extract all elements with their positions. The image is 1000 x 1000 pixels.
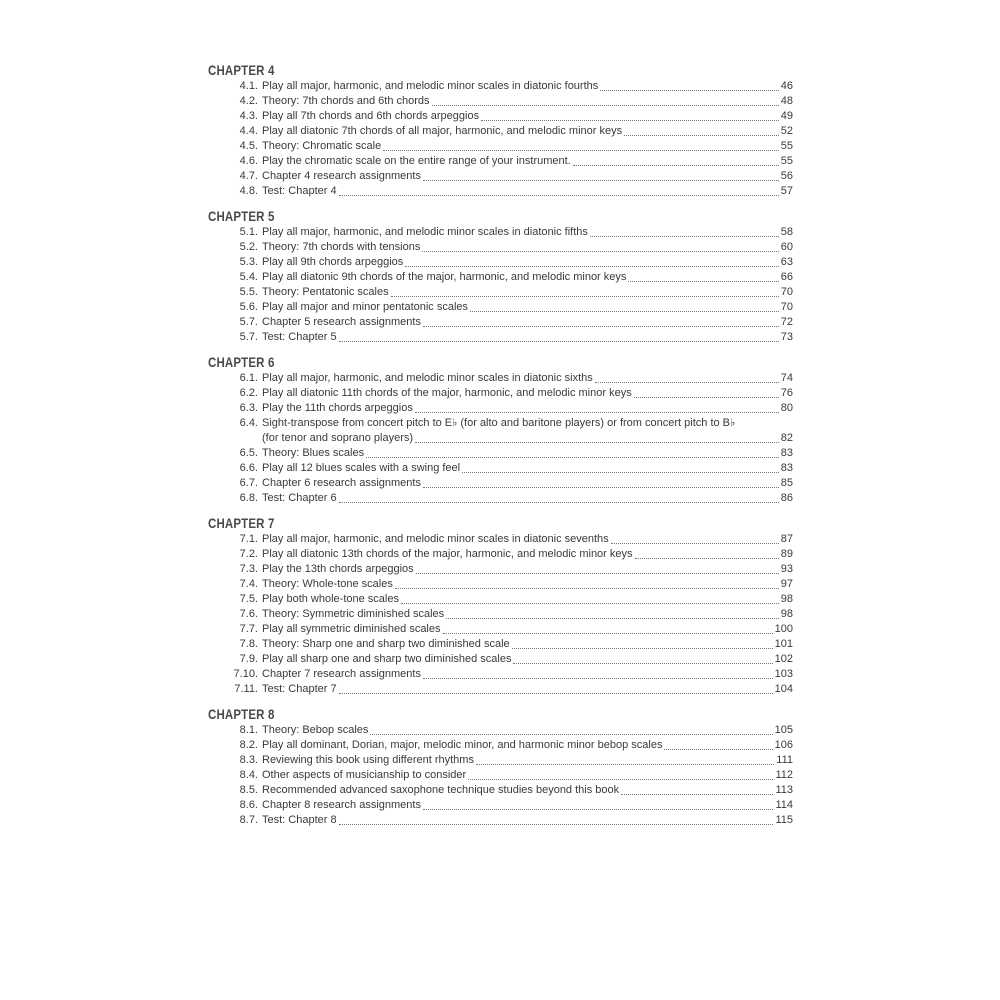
toc-entry[interactable]: [208, 798, 793, 813]
page-number: 55: [780, 155, 793, 167]
entry-title: Play all dominant, Dorian, major, melodic minor, and harmonic minor bebop scales: [262, 739, 663, 751]
page-number: 105: [774, 724, 793, 736]
entry-number: 8.6.: [239, 799, 258, 811]
page-number: 106: [774, 739, 793, 751]
toc-entry[interactable]: [208, 667, 793, 682]
page-number: 98: [780, 593, 793, 605]
dot-leader: [446, 617, 779, 619]
dot-leader: [628, 280, 778, 282]
toc-entry[interactable]: [208, 139, 793, 154]
entry-number: 6.4.: [239, 417, 258, 429]
chapter-section: [208, 354, 793, 506]
toc-entry[interactable]: [208, 255, 793, 270]
page-number: 55: [780, 140, 793, 152]
dot-leader: [416, 572, 779, 574]
dot-leader: [401, 602, 779, 604]
chapter-heading: CHAPTER 6: [208, 354, 275, 370]
entry-number: 4.7.: [239, 170, 258, 182]
page-number: 48: [780, 95, 793, 107]
entry-title: Play the chromatic scale on the entire range of your instrument.: [262, 155, 571, 167]
entry-number: 6.5.: [239, 447, 258, 459]
entry-title: Play the 13th chords arpeggios: [262, 563, 414, 575]
toc-entry[interactable]: [208, 446, 793, 461]
toc-entry[interactable]: [208, 154, 793, 169]
page-number: 102: [774, 653, 793, 665]
entry-number: 7.5.: [239, 593, 258, 605]
entry-number: 6.1.: [239, 372, 258, 384]
entry-title: Chapter 5 research assignments: [262, 316, 421, 328]
dot-leader: [443, 632, 773, 634]
toc-entry[interactable]: [208, 562, 793, 577]
toc-entry[interactable]: [208, 532, 793, 547]
dot-leader: [611, 542, 779, 544]
toc-entry[interactable]: [208, 637, 793, 652]
toc-entry[interactable]: [208, 607, 793, 622]
dot-leader: [432, 104, 779, 106]
entry-title: Sight-transpose from concert pitch to E♭ (for alto and baritone players) or from concert pitch to B♭: [262, 417, 736, 429]
chapter-heading: CHAPTER 8: [208, 706, 275, 722]
page-number: 114: [775, 799, 793, 811]
toc-entry[interactable]: [208, 109, 793, 124]
entry-title: Play all symmetric diminished scales: [262, 623, 441, 635]
page-number: 57: [780, 185, 793, 197]
page-number: 101: [774, 638, 793, 650]
entry-number: 4.5.: [239, 140, 258, 152]
dot-leader: [383, 149, 779, 151]
toc-entry[interactable]: [208, 285, 793, 300]
page-number: 63: [780, 256, 793, 268]
dot-leader: [512, 647, 773, 649]
toc-entry[interactable]: [208, 225, 793, 240]
entry-number: 6.2.: [239, 387, 258, 399]
entry-number: 4.3.: [239, 110, 258, 122]
page-number: 82: [780, 432, 793, 444]
dot-leader: [481, 119, 779, 121]
page-number: 60: [780, 241, 793, 253]
entry-title: Play all major and minor pentatonic scales: [262, 301, 469, 313]
entry-title: Other aspects of musicianship to consider: [262, 769, 467, 781]
entry-number: 4.2.: [239, 95, 258, 107]
page-number: 73: [780, 331, 793, 343]
toc-entry[interactable]: [208, 783, 793, 798]
toc-entry[interactable]: [208, 300, 793, 315]
toc-entry[interactable]: [208, 270, 793, 285]
page-number: 74: [780, 372, 793, 384]
dot-leader: [513, 662, 772, 664]
entry-title: Play all diatonic 9th chords of the major, harmonic, and melodic minor keys: [262, 271, 627, 283]
page-number: 85: [780, 477, 793, 489]
dot-leader: [573, 164, 779, 166]
page-number: 52: [780, 125, 793, 137]
dot-leader: [635, 557, 779, 559]
entry-number: 5.4.: [239, 271, 258, 283]
entry-number: 5.6.: [239, 301, 258, 313]
toc-entry[interactable]: [208, 94, 793, 109]
dot-leader: [462, 471, 779, 473]
page-number: 70: [780, 286, 793, 298]
page-number: 66: [780, 271, 793, 283]
page-number: 93: [780, 563, 793, 575]
toc-entry[interactable]: [208, 79, 793, 94]
entry-title: Play all 9th chords arpeggios: [262, 256, 404, 268]
chapter-section: [208, 208, 793, 345]
page-number: 112: [775, 769, 793, 781]
entry-number: 6.8.: [239, 492, 258, 504]
dot-leader: [423, 486, 779, 488]
entry-title: Play all major, harmonic, and melodic minor scales in diatonic sixths: [262, 372, 593, 384]
entry-number: 8.1.: [239, 724, 258, 736]
entry-title: Test: Chapter 7: [262, 683, 337, 695]
entry-title: Test: Chapter 5: [262, 331, 337, 343]
page-number: 115: [775, 814, 793, 826]
entry-title: Theory: 7th chords with tensions: [262, 241, 421, 253]
dot-leader: [590, 235, 779, 237]
entry-title: Test: Chapter 8: [262, 814, 337, 826]
page-number: 111: [776, 754, 793, 766]
entry-number: 4.1.: [239, 80, 258, 92]
page-number: 83: [780, 447, 793, 459]
page-number: 76: [780, 387, 793, 399]
page-number: 70: [780, 301, 793, 313]
entry-number: 7.9.: [239, 653, 258, 665]
entry-title: Chapter 6 research assignments: [262, 477, 421, 489]
toc-entry[interactable]: [208, 416, 793, 446]
entry-title: Reviewing this book using different rhythms: [262, 754, 474, 766]
entry-title: Play all major, harmonic, and melodic minor scales in diatonic fourths: [262, 80, 599, 92]
dot-leader: [600, 89, 778, 91]
dot-leader: [664, 748, 772, 750]
entry-title: Play the 11th chords arpeggios: [262, 402, 413, 414]
entry-number: 8.5.: [239, 784, 258, 796]
toc-entry[interactable]: [208, 768, 793, 783]
page-number: 46: [780, 80, 793, 92]
entry-title: Play all 7th chords and 6th chords arpeggios: [262, 110, 480, 122]
chapter-heading: CHAPTER 5: [208, 208, 275, 224]
entry-title: Play all diatonic 7th chords of all major, harmonic, and melodic minor keys: [262, 125, 623, 137]
dot-leader: [595, 381, 779, 383]
entry-number: 5.7.: [239, 316, 258, 328]
toc-entry[interactable]: [208, 476, 793, 491]
toc-entry[interactable]: [208, 169, 793, 184]
toc-entry[interactable]: [208, 401, 793, 416]
entry-number: 8.7.: [239, 814, 258, 826]
entry-number: 5.7.: [239, 331, 258, 343]
chapter-section: [208, 706, 793, 828]
entry-number: 5.1.: [239, 226, 258, 238]
entry-title: Play all major, harmonic, and melodic minor scales in diatonic sevenths: [262, 533, 609, 545]
dot-leader: [468, 778, 773, 780]
entry-title: Theory: Symmetric diminished scales: [262, 608, 445, 620]
dot-leader: [423, 179, 779, 181]
dot-leader: [423, 677, 773, 679]
entry-number: 5.2.: [239, 241, 258, 253]
page-number: 104: [774, 683, 793, 695]
dot-leader: [405, 265, 779, 267]
page-number: 49: [780, 110, 793, 122]
dot-leader: [476, 763, 774, 765]
entry-number: 5.3.: [239, 256, 258, 268]
entry-number: 8.2.: [239, 739, 258, 751]
entry-title: Theory: Whole-tone scales: [262, 578, 393, 590]
toc-entry[interactable]: [208, 491, 793, 506]
dot-leader: [339, 692, 773, 694]
toc-entry[interactable]: [208, 315, 793, 330]
entry-title: Theory: Sharp one and sharp two diminished scale: [262, 638, 510, 650]
entry-number: 6.6.: [239, 462, 258, 474]
dot-leader: [621, 793, 773, 795]
entry-number: 7.6.: [239, 608, 258, 620]
entry-title: Theory: 7th chords and 6th chords: [262, 95, 430, 107]
entry-title: Play all 12 blues scales with a swing feel: [262, 462, 461, 474]
page-number: 97: [780, 578, 793, 590]
page-number: 83: [780, 462, 793, 474]
entry-title: Theory: Pentatonic scales: [262, 286, 389, 298]
page-number: 100: [774, 623, 793, 635]
entry-number: 5.5.: [239, 286, 258, 298]
toc-entry[interactable]: [208, 682, 793, 697]
toc-entry[interactable]: [208, 386, 793, 401]
toc-entry[interactable]: [208, 592, 793, 607]
entry-number: 8.3.: [239, 754, 258, 766]
entry-title: Chapter 8 research assignments: [262, 799, 421, 811]
toc-entry[interactable]: [208, 547, 793, 562]
chapter-heading: CHAPTER 7: [208, 515, 275, 531]
entry-number: 7.4.: [239, 578, 258, 590]
dot-leader: [339, 501, 779, 503]
dot-leader: [339, 340, 779, 342]
page-number: 87: [780, 533, 793, 545]
toc-entry[interactable]: [208, 577, 793, 592]
entry-number: 4.6.: [239, 155, 258, 167]
page-number: 103: [774, 668, 793, 680]
toc-entry[interactable]: [208, 738, 793, 753]
dot-leader: [423, 325, 779, 327]
entry-title: Play all diatonic 11th chords of the major, harmonic, and melodic minor keys: [262, 387, 632, 399]
page-number: 72: [780, 316, 793, 328]
dot-leader: [391, 295, 779, 297]
page-number: 86: [780, 492, 793, 504]
entry-title-continued: (for tenor and soprano players): [262, 432, 414, 444]
page-number: 98: [780, 608, 793, 620]
toc-entry[interactable]: [208, 723, 793, 738]
entry-title: Test: Chapter 4: [262, 185, 337, 197]
entry-title: Theory: Bebop scales: [262, 724, 369, 736]
toc-entry[interactable]: [208, 330, 793, 345]
entry-title: Chapter 7 research assignments: [262, 668, 421, 680]
dot-leader: [634, 396, 779, 398]
entry-number: 4.4.: [239, 125, 258, 137]
entry-number: 4.8.: [239, 185, 258, 197]
entry-number: 6.3.: [239, 402, 258, 414]
entry-number: 8.4.: [239, 769, 258, 781]
dot-leader: [415, 441, 779, 443]
entry-number: 7.3.: [239, 563, 258, 575]
entry-title: Play all diatonic 13th chords of the major, harmonic, and melodic minor keys: [262, 548, 633, 560]
chapter-section: [208, 62, 793, 199]
toc-entry[interactable]: [208, 240, 793, 255]
dot-leader: [423, 808, 773, 810]
entry-title: Play both whole-tone scales: [262, 593, 399, 605]
entry-title: Play all sharp one and sharp two diminished scales: [262, 653, 512, 665]
entry-number: 7.7.: [239, 623, 258, 635]
table-of-contents: [208, 62, 793, 837]
dot-leader: [370, 733, 772, 735]
dot-leader: [415, 411, 779, 413]
entry-number: 7.1.: [239, 533, 258, 545]
page-number: 113: [775, 784, 793, 796]
entry-title: Chapter 4 research assignments: [262, 170, 421, 182]
page-number: 89: [780, 548, 793, 560]
chapter-heading: CHAPTER 4: [208, 62, 275, 78]
toc-entry[interactable]: [208, 652, 793, 667]
dot-leader: [395, 587, 779, 589]
entry-title: Play all major, harmonic, and melodic minor scales in diatonic fifths: [262, 226, 588, 238]
toc-entry[interactable]: [208, 622, 793, 637]
page-number: 80: [780, 402, 793, 414]
toc-entry[interactable]: [208, 124, 793, 139]
dot-leader: [339, 194, 779, 196]
toc-entry[interactable]: [208, 753, 793, 768]
entry-number: 6.7.: [239, 477, 258, 489]
entry-title: Theory: Chromatic scale: [262, 140, 382, 152]
entry-number: 7.10.: [233, 668, 258, 680]
entry-number: 7.8.: [239, 638, 258, 650]
dot-leader: [422, 250, 778, 252]
toc-entry[interactable]: [208, 371, 793, 386]
entry-title: Theory: Blues scales: [262, 447, 365, 459]
entry-number: 7.11.: [234, 683, 258, 695]
chapter-section: [208, 515, 793, 697]
entry-title: Recommended advanced saxophone technique studies beyond this book: [262, 784, 620, 796]
entry-number: 7.2.: [239, 548, 258, 560]
page-number: 56: [780, 170, 793, 182]
toc-entry[interactable]: [208, 813, 793, 828]
entry-title: Test: Chapter 6: [262, 492, 337, 504]
dot-leader: [470, 310, 779, 312]
toc-entry[interactable]: [208, 461, 793, 476]
dot-leader: [339, 823, 774, 825]
page-number: 58: [780, 226, 793, 238]
dot-leader: [624, 134, 779, 136]
dot-leader: [366, 456, 779, 458]
toc-entry[interactable]: [208, 184, 793, 199]
